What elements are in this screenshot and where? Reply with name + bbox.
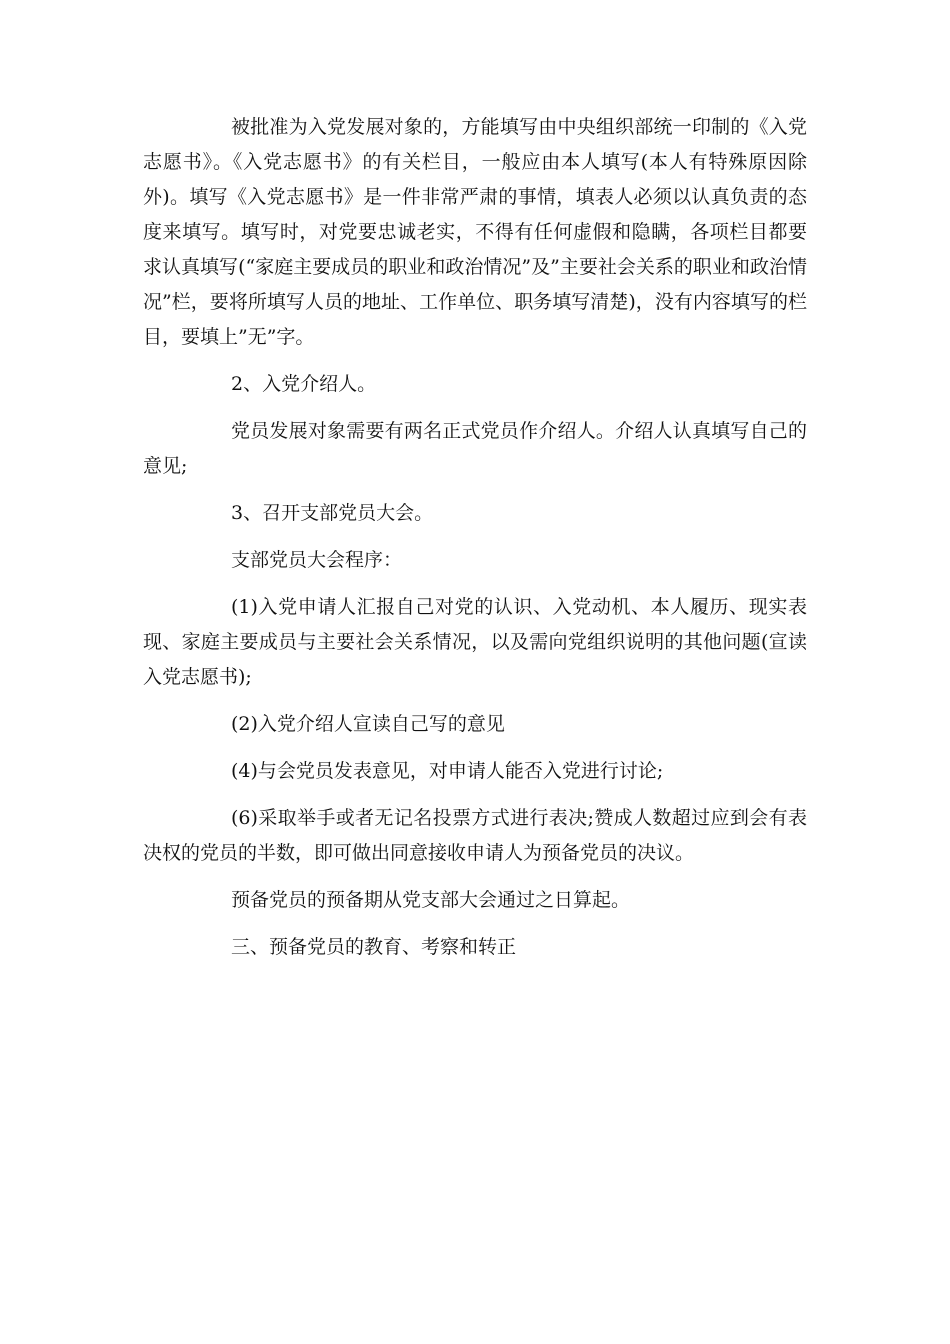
heading-branch-meeting: 3、召开支部党员大会。	[231, 502, 434, 524]
paragraph-procedure-step-2: (2)入党介绍人宣读自己写的意见	[231, 713, 505, 735]
document-body	[143, 110, 807, 977]
paragraph-meeting-procedure-title: 支部党员大会程序：	[231, 549, 403, 571]
heading-introducer: 2、入党介绍人。	[231, 373, 377, 395]
paragraph-fill-application-form: 被批准为入党发展对象的，方能填写由中央组织部统一印制的《入党志愿书》。《入党志愿书》的有关栏目，一般应由本人填写(本人有特殊原因除外)。填写《入党志愿书》是一件非常严肃的事情，填表人必须以认真负责的态度来填写。填写时，对党要忠诚老实，不得有任何虚假和隐瞒，各项栏目都要求认真填写(“家庭主要成员的职业和政治情况”及”主要社会关系的职业和政治情况”栏，要将所填写人员的地址、工作单位、职务填写清楚)，没有内容填写的栏目，要填上”无”字。	[143, 116, 807, 348]
heading-section-three: 三、预备党员的教育、考察和转正	[231, 936, 517, 958]
paragraph-procedure-step-4: (4)与会党员发表意见，对申请人能否入党进行讨论;	[231, 760, 664, 782]
paragraph-introducer-requirement: 党员发展对象需要有两名正式党员作介绍人。介绍人认真填写自己的意见;	[143, 420, 807, 477]
paragraph-procedure-step-6: (6)采取举手或者无记名投票方式进行表决;赞成人数超过应到会有表决权的党员的半数，即可做出同意接收申请人为预备党员的决议。	[143, 807, 807, 864]
paragraph-probation-period: 预备党员的预备期从党支部大会通过之日算起。	[231, 889, 631, 911]
paragraph-procedure-step-1: (1)入党申请人汇报自己对党的认识、入党动机、本人履历、现实表现、家庭主要成员与主要社会关系情况，以及需向党组织说明的其他问题(宣读入党志愿书);	[143, 596, 807, 688]
